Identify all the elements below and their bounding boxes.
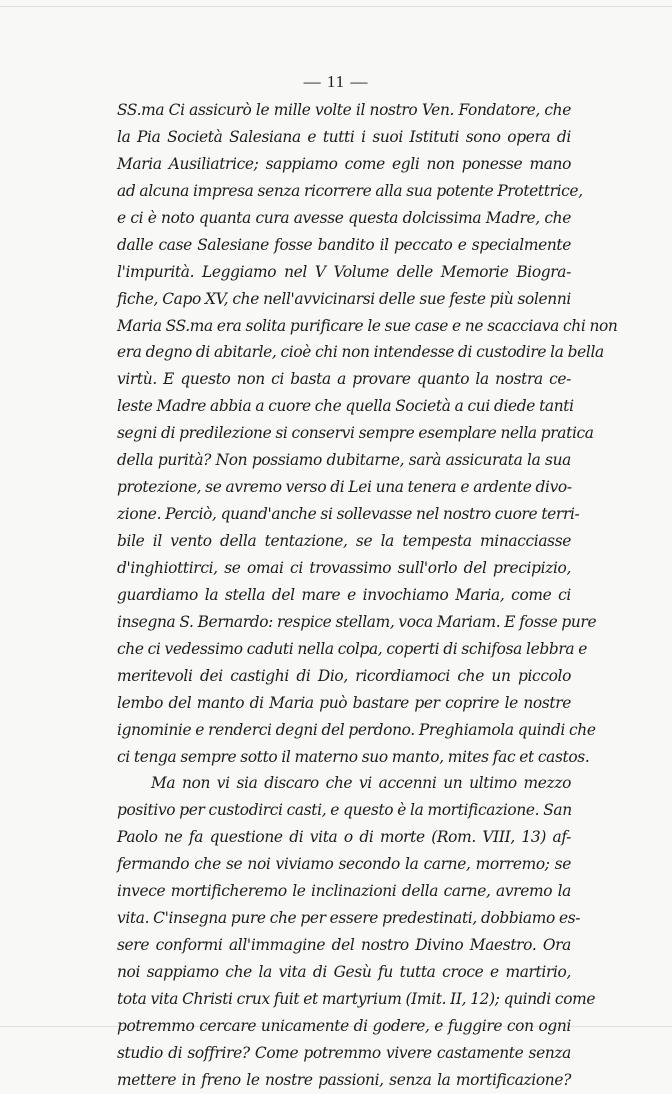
text-line: protezione, se avremo verso di Lei una tenera e ardente divo-: [117, 478, 572, 497]
text-line: studio di soffrire? Come potremmo vivere castamente senza: [117, 1043, 571, 1062]
text-line: positivo per custodirci casti, e questo è la mortificazione. San: [117, 801, 572, 820]
text-line: sere conformi all'immagine del nostro Divino Maestro. Ora: [117, 936, 571, 955]
text-line: zione. Perciò, quand'anche si sollevasse nel nostro cuore terri-: [117, 505, 580, 524]
text-line: fermando che se noi viviamo secondo la carne, morremo; se: [117, 855, 571, 874]
text-line: ad alcuna impresa senza ricorrere alla sua potente Protettrice,: [117, 181, 583, 200]
text-line: la Pia Società Salesiana e tutti i suoi Istituti sono opera di: [117, 127, 571, 146]
text-line: Paolo ne fa questione di vita o di morte (Rom. VIII, 13) af-: [117, 828, 571, 847]
text-line: l'impurità. Leggiamo nel V Volume delle Memorie Biogra-: [117, 262, 571, 281]
text-line: tota vita Christi crux fuit et martyrium (Imit. II, 12); quindi come: [117, 989, 596, 1008]
text-line: dalle case Salesiane fosse bandito il peccato e specialmente: [117, 235, 571, 254]
page-number: — 11 —: [303, 72, 369, 91]
text-line: e ci è noto quanta cura avesse questa dolcissima Madre, che: [117, 208, 571, 227]
text-line: che ci vedessimo caduti nella colpa, coperti di schifosa lebbra e: [117, 639, 587, 658]
text-line: lembo del manto di Maria può bastare per coprire le nostre: [117, 693, 571, 712]
text-line: SS.ma Ci assicurò le mille volte il nostro Ven. Fondatore, che: [117, 101, 571, 119]
text-line: mettere in freno le nostre passioni, senza la mortificazione?: [117, 1070, 571, 1089]
text-line: era degno di abitarle, cioè chi non intendesse di custodire la bella: [117, 343, 604, 362]
text-line: fiche, Capo XV, che nell'avvicinarsi delle sue feste più solenni: [117, 289, 571, 308]
paragraph-end-line: ci tenga sempre sotto il materno suo manto, mites fac et castos.: [117, 747, 590, 766]
body-text: [117, 97, 618, 1094]
text-line: virtù. E questo non ci basta a provare quanto la nostra ce-: [117, 370, 571, 389]
text-line: della purità? Non possiamo dubitarne, sarà assicurata la sua: [117, 451, 571, 470]
text-line: vita. C'insegna pure che per essere predestinati, dobbiamo es-: [117, 909, 581, 928]
text-line: ignominie e renderci degni del perdono. Preghiamola quindi che: [117, 720, 596, 739]
text-line: leste Madre abbia a cuore che quella Società a cui diede tanti: [117, 397, 574, 416]
text-line: invece mortificheremo le inclinazioni della carne, avremo la: [117, 882, 571, 901]
text-line: meritevoli dei castighi di Dio, ricordiamoci che un piccolo: [117, 666, 571, 685]
text-line: noi sappiamo che la vita di Gesù fu tutta croce e martirio,: [117, 963, 571, 981]
text-line: d'inghiottirci, se omai ci trovassimo sull'orlo del precipizio,: [117, 558, 571, 577]
text-line: Maria SS.ma era solita purificare le sue case e ne scacciava chi non: [117, 316, 618, 335]
text-line: bile il vento della tentazione, se la tempesta minacciasse: [117, 532, 571, 550]
text-line: Maria Ausiliatrice; sappiamo come egli non ponesse mano: [117, 154, 571, 173]
text-line: potremmo cercare unicamente di godere, e fuggire con ogni: [117, 1016, 571, 1035]
paragraph-start-line: Ma non vi sia discaro che vi accenni un ultimo mezzo: [151, 774, 571, 793]
text-line: guardiamo la stella del mare e invochiamo Maria, come ci: [117, 585, 571, 604]
text-line: insegna S. Bernardo: respice stellam, voca Mariam. E fosse pure: [117, 612, 597, 631]
top-scan-line: [0, 6, 672, 7]
text-line: segni di predilezione si conservi sempre esemplare nella pratica: [117, 424, 594, 443]
